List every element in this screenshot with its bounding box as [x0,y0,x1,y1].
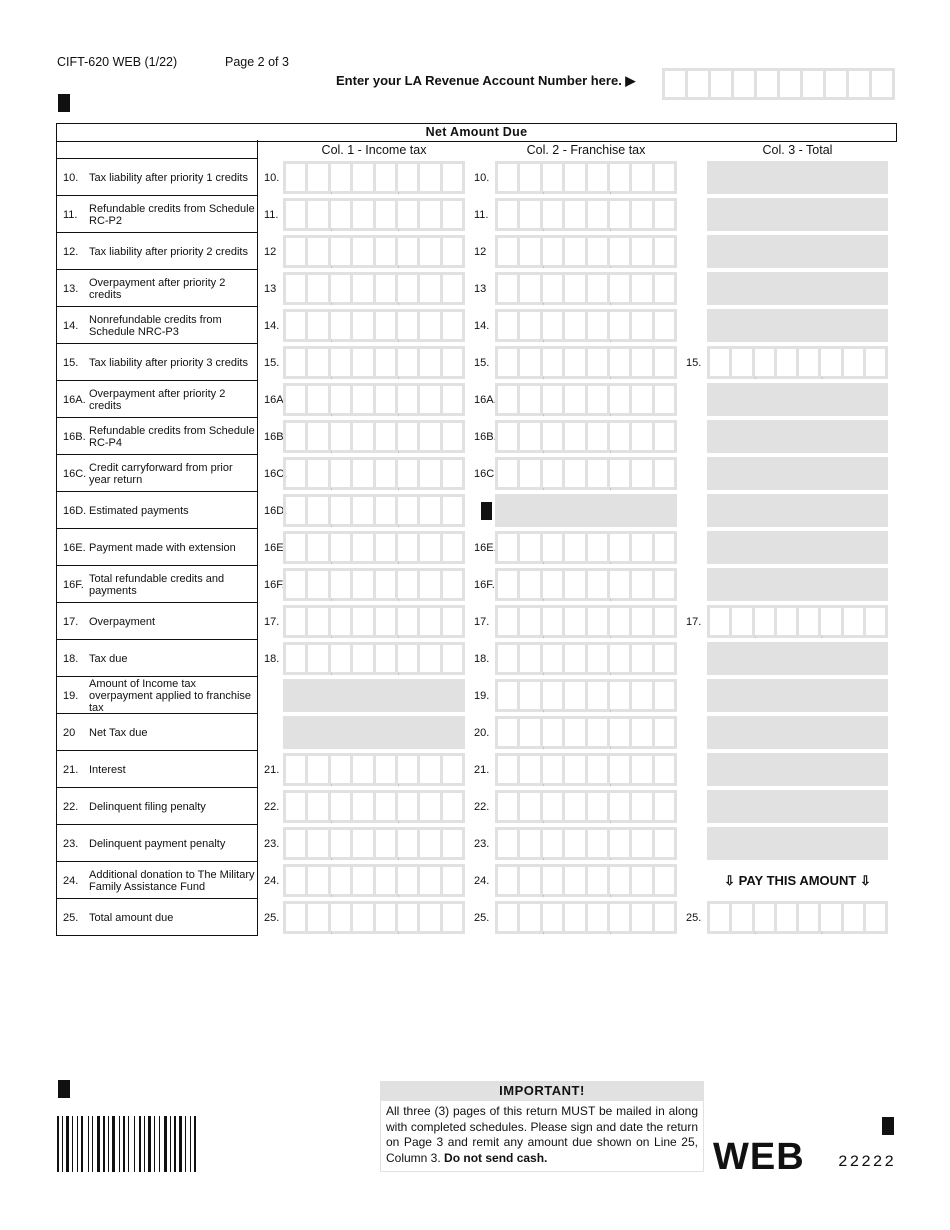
important-heading: IMPORTANT! [380,1081,704,1100]
line-label: Refundable credits from Schedule RC-P2 [89,202,255,227]
col3-header: Col. 3 - Total [762,143,833,157]
col3-shaded-cell [707,568,888,601]
franchise-tax-input[interactable] [495,901,677,934]
barcode-bar [57,1116,59,1172]
col2-header: Col. 2 - Franchise tax [526,143,646,157]
line-number: 19. [63,689,79,702]
line-description [56,455,258,492]
account-number-input[interactable] [662,68,895,100]
col2-line-number: 16C. [474,467,498,480]
line-row [0,529,950,566]
col1-line-number: 10. [264,171,280,184]
line-description [56,270,258,307]
barcode-bar [77,1116,78,1172]
line-description [56,529,258,566]
section-title: Net Amount Due [56,123,897,142]
franchise-tax-input[interactable] [495,198,677,231]
income-tax-input[interactable] [283,383,465,416]
barcode-bar [134,1116,135,1172]
col2-line-number: 16B. [474,430,497,443]
col2-line-number: 10. [474,171,490,184]
barcode-bar [194,1116,196,1172]
important-bold: Do not send cash. [444,1150,548,1165]
line-number: 10. [63,171,79,184]
col1-line-number: 16E. [264,541,287,554]
col1-line-number: 13 [264,282,277,295]
page-number: Page 2 of 3 [225,55,289,69]
col1-line-number: 12 [264,245,277,258]
pay-this-amount-label: ⇩ PAY THIS AMOUNT ⇩ [724,872,871,888]
line-description [56,492,258,529]
franchise-tax-input[interactable] [495,272,677,305]
col3-shaded-cell [707,753,888,786]
important-body: All three (3) pages of this return MUST be mailed in along with completed schedules. Please sign and date the return on Page 3 and remit any amount due shown on Line 25, Column 3. [386,1104,698,1165]
line-description [56,825,258,862]
line-label: Credit carryforward from prior year return [89,461,233,486]
income-tax-input[interactable] [283,494,465,527]
line-row [0,418,950,455]
col1-line-number: 16B. [264,430,287,443]
col3-shaded-cell [707,420,888,453]
line-number: 16F. [63,578,84,591]
income-tax-input[interactable] [283,753,465,786]
line-row [0,492,950,529]
franchise-tax-input[interactable] [495,420,677,453]
income-tax-input[interactable] [283,605,465,638]
col2-line-number: 17. [474,615,490,628]
income-tax-input[interactable] [283,198,465,231]
franchise-tax-input[interactable] [495,642,677,675]
income-tax-input[interactable] [283,161,465,194]
col2-line-number: 16A. [474,393,497,406]
income-tax-input[interactable] [283,790,465,823]
col2-line-number: 18. [474,652,490,665]
line-description [56,862,258,899]
col1-shaded-cell [283,716,465,749]
line-row [0,788,950,825]
col3-line-number: 25. [686,911,702,924]
barcode-bar [139,1116,141,1172]
barcode-bar [170,1116,171,1172]
line-description [56,159,258,196]
col1-header: Col. 1 - Income tax [321,143,427,157]
line-label: Interest [89,763,126,776]
barcode-bar [103,1116,105,1172]
col1-line-number: 18. [264,652,280,665]
line-label: Payment made with extension [89,541,236,554]
barcode-bar [164,1116,167,1172]
account-number-label: Enter your LA Revenue Account Number here. ▶ [336,73,636,88]
barcode-bar [112,1116,115,1172]
line-description [56,714,258,751]
line-number: 11. [63,208,78,221]
line-row [0,862,950,899]
line-row [0,270,950,307]
barcode-bar [159,1116,160,1172]
franchise-tax-input[interactable] [495,235,677,268]
franchise-tax-input[interactable] [495,790,677,823]
col3-shaded-cell [707,457,888,490]
form-id: CIFT-620 WEB (1/22) [57,55,178,69]
franchise-tax-input[interactable] [495,716,677,749]
barcode-bar [148,1116,151,1172]
col1-line-number: 16D. [264,504,288,517]
line-label: Tax liability after priority 1 credits [89,171,248,184]
barcode-bar [66,1116,69,1172]
line-number: 15. [63,356,79,369]
line-description [56,566,258,603]
col3-shaded-cell [707,679,888,712]
line-number: 21. [63,763,79,776]
col2-line-number: 25. [474,911,490,924]
line-label: Overpayment [89,615,156,628]
line-number: 16A. [63,393,86,406]
col1-line-number: 16F. [264,578,285,591]
col2-line-number: 22. [474,800,490,813]
barcode-bar [190,1116,191,1172]
franchise-tax-input[interactable] [495,568,677,601]
col3-shaded-cell [707,272,888,305]
form-code: 22222 [838,1153,897,1171]
col2-line-number: 16F. [474,578,495,591]
line-label: Delinquent payment penalty [89,837,226,850]
col3-shaded-cell [707,198,888,231]
col1-line-number: 23. [264,837,280,850]
line-number: 24. [63,874,79,887]
line-number: 16E. [63,541,86,554]
franchise-tax-input[interactable] [495,753,677,786]
col1-line-number: 24. [264,874,280,887]
col3-shaded-cell [707,309,888,342]
line-description [56,418,258,455]
barcode-bar [81,1116,83,1172]
line-number: 13. [63,282,79,295]
col3-shaded-cell [707,383,888,416]
col3-shaded-cell [707,494,888,527]
line-number: 18. [63,652,79,665]
line-row [0,344,950,381]
line-description [56,307,258,344]
line-row [0,159,950,196]
income-tax-input[interactable] [283,568,465,601]
registration-marker [58,94,70,112]
col2-line-number: 11. [474,208,489,221]
income-tax-input[interactable] [283,235,465,268]
line-number: 14. [63,319,79,332]
line-number: 23. [63,837,79,850]
line-row [0,233,950,270]
income-tax-input[interactable] [283,272,465,305]
barcode-bar [119,1116,120,1172]
line-row [0,196,950,233]
barcode-bar [97,1116,100,1172]
barcode-bar [154,1116,155,1172]
barcode-bar [144,1116,145,1172]
income-tax-input[interactable] [283,827,465,860]
col1-line-number: 15. [264,356,280,369]
col3-shaded-cell [707,161,888,194]
total-input[interactable] [707,901,888,934]
franchise-tax-input[interactable] [495,605,677,638]
income-tax-input[interactable] [283,457,465,490]
total-input[interactable] [707,346,888,379]
income-tax-input[interactable] [283,309,465,342]
col2-line-number: 20. [474,726,490,739]
barcode-bar [174,1116,176,1172]
franchise-tax-input[interactable] [495,531,677,564]
income-tax-input[interactable] [283,901,465,934]
barcode [57,1116,231,1172]
col3-shaded-cell [707,235,888,268]
line-description [56,788,258,825]
line-row [0,603,950,640]
col2-line-number: 19. [474,689,490,702]
line-label: Overpayment after priority 2 credits [89,276,226,301]
col1-line-number: 21. [264,763,280,776]
line-row [0,455,950,492]
income-tax-input[interactable] [283,864,465,897]
col2-line-number: 15. [474,356,490,369]
description-column-head [56,140,258,159]
franchise-tax-input[interactable] [495,383,677,416]
line-row [0,825,950,862]
col3-shaded-cell [707,642,888,675]
line-row [0,381,950,418]
line-row [0,307,950,344]
line-row [0,566,950,603]
col1-line-number: 16C. [264,467,288,480]
registration-marker-bottom-right [882,1117,894,1135]
col2-shaded-cell [495,494,677,527]
col3-shaded-cell [707,531,888,564]
franchise-tax-input[interactable] [495,161,677,194]
line-number: 16B. [63,430,86,443]
line-row [0,751,950,788]
line-number: 20 [63,726,76,739]
col1-line-number: 22. [264,800,280,813]
col2-line-number: 21. [474,763,490,776]
barcode-bar [179,1116,182,1172]
barcode-bar [92,1116,93,1172]
income-tax-input[interactable] [283,531,465,564]
line-label: Refundable credits from Schedule RC-P4 [89,424,255,449]
franchise-tax-input[interactable] [495,309,677,342]
col1-shaded-cell [283,679,465,712]
line-number: 25. [63,911,79,924]
col1-line-number: 16A. [264,393,287,406]
web-mark: WEB [713,1136,805,1178]
line-label: Total refundable credits and payments [89,572,225,597]
col3-shaded-cell [707,716,888,749]
col3-line-number: 17. [686,615,702,628]
line-description [56,640,258,677]
col3-shaded-cell [707,827,888,860]
line-label: Total amount due [89,911,174,924]
col1-line-number: 25. [264,911,280,924]
line-description [56,344,258,381]
col3-shaded-cell [707,790,888,823]
line-label: Additional donation to The Military Family Assistance Fund [89,868,255,893]
franchise-tax-input[interactable] [495,457,677,490]
col2-line-number: 24. [474,874,490,887]
barcode-bar [128,1116,129,1172]
important-notice [380,1100,704,1172]
col3-line-number: 15. [686,356,702,369]
col1-line-number: 17. [264,615,280,628]
line-label: Nonrefundable credits from Schedule NRC-P3 [89,313,222,338]
line-label: Overpayment after priority 2 credits [89,387,226,412]
line-label: Delinquent filing penalty [89,800,206,813]
registration-marker-bottom-left [58,1080,70,1098]
franchise-tax-input[interactable] [495,346,677,379]
line-description [56,899,258,936]
line-description [56,751,258,788]
line-label: Amount of Income tax overpayment applied to franchise tax [89,677,252,714]
col2-line-number: 14. [474,319,490,332]
barcode-bar [88,1116,89,1172]
line-number: 16D. [63,504,87,517]
col1-line-number: 11. [264,208,279,221]
line-description [56,233,258,270]
barcode-bar [62,1116,63,1172]
total-input[interactable] [707,605,888,638]
franchise-tax-input[interactable] [495,864,677,897]
col2-line-number: 16E. [474,541,497,554]
line-number: 12. [63,245,79,258]
line-label: Tax liability after priority 3 credits [89,356,248,369]
line-description [56,603,258,640]
line-description [56,196,258,233]
line-label: Estimated payments [89,504,189,517]
line-number: 22. [63,800,79,813]
income-tax-input[interactable] [283,642,465,675]
line-number: 16C. [63,467,87,480]
line-row [0,677,950,714]
franchise-tax-input[interactable] [495,679,677,712]
barcode-bar [108,1116,109,1172]
line-description [56,381,258,418]
line-label: Tax liability after priority 2 credits [89,245,248,258]
barcode-bar [123,1116,125,1172]
col2-line-number: 12 [474,245,487,258]
barcode-bar [185,1116,186,1172]
franchise-tax-input[interactable] [495,827,677,860]
registration-marker [481,502,492,520]
barcode-bar [72,1116,73,1172]
col2-line-number: 23. [474,837,490,850]
line-row [0,899,950,936]
line-label: Net Tax due [89,726,148,739]
income-tax-input[interactable] [283,420,465,453]
line-number: 17. [63,615,79,628]
line-description [56,677,258,714]
line-row [0,640,950,677]
col1-line-number: 14. [264,319,280,332]
income-tax-input[interactable] [283,346,465,379]
col2-line-number: 13 [474,282,487,295]
line-label: Tax due [89,652,128,665]
line-row [0,714,950,751]
